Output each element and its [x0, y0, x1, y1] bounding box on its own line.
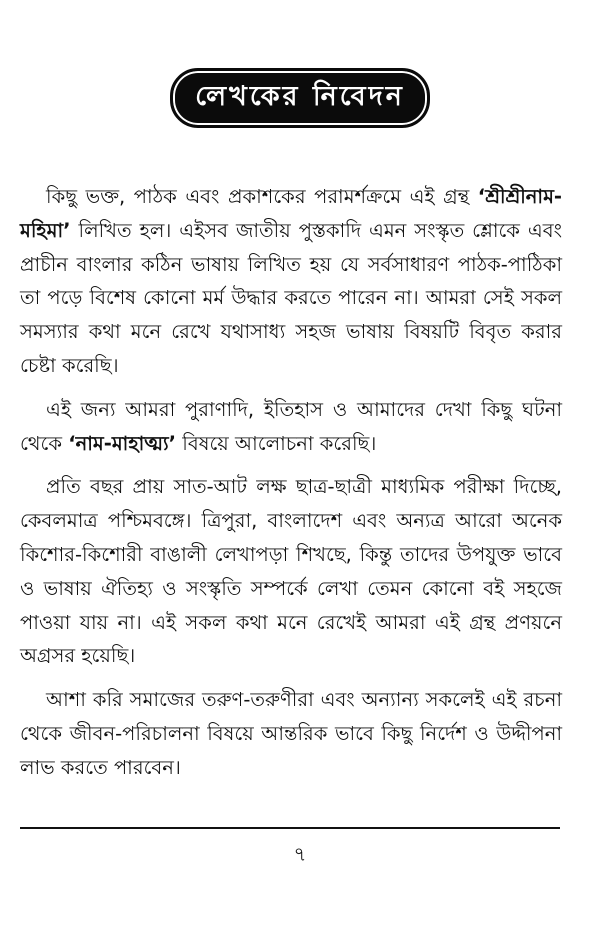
paragraph-1-text-a: কিছু ভক্ত, পাঠক এবং প্রকাশকের পরামর্শক্রমে এই গ্রন্থ [46, 185, 478, 208]
paragraph-3: প্রতি বছর প্রায় সাত-আট লক্ষ ছাত্র-ছাত্রী মাধ্যমিক পরীক্ষা দিচ্ছে, কেবলমাত্র পশ্চিমবঙ্গে। ত্রিপুরা, বাংলাদেশ এবং অন্যত্র আরো অনেক কিশোর-কিশোরী বাঙালী লেখাপড়া শিখছে, কিন্তু তাদের উপযুক্ত ভাবে ও ভাষায় ঐতিহ্য ও সংস্কৃতি সম্পর্কে লেখা তেমন কোনো বই সহজে পাওয়া যায় না। এই সকল কথা মনে রেখেই আমরা এই গ্রন্থ প্রণয়নে অগ্রসর হয়েছি। [20, 475, 562, 668]
paragraph-1 [20, 180, 562, 383]
paragraph-4: আশা করি সমাজের তরুণ-তরুণীরা এবং অন্যান্য সকলেই এই রচনা থেকে জীবন-পরিচালনা বিষয়ে আন্তরিক ভাবে কিছু নির্দেশ ও উদ্দীপনা লাভ করতে পারবেন। [20, 688, 562, 779]
preface-body [20, 180, 562, 785]
page-title: লেখকের নিবেদন [170, 68, 430, 128]
title-container [0, 68, 600, 128]
paragraph-2-text-a: এই জন্য আমরা পুরাণাদি, ইতিহাস ও আমাদের দেখা কিছু ঘটনা থেকে [20, 397, 562, 455]
paragraph-2 [20, 393, 562, 461]
paragraph-1-text-b: লিখিত হল। এইসব জাতীয় পুস্তকাদি এমন সংস্কৃত শ্লোকে এবং প্রাচীন বাংলার কঠিন ভাষায় লিখিত হয় যে সর্বসাধারণ পাঠক-পাঠিকা তা পড়ে বিশেষ কোনো মর্ম উদ্ধার করতে পারেন না। আমরা সেই সকল সমস্যার কথা মনে রেখে যথাসাধ্য সহজ ভাষায় বিষয়টি বিবৃত করার চেষ্টা করেছি। [20, 218, 562, 377]
book-title-emphasis: ‘শ্রীশ্রীনাম-মহিমা’ [20, 185, 562, 242]
page-number: ৭ [293, 842, 307, 866]
footer-divider [20, 827, 560, 829]
subject-emphasis: ‘নাম-মাহাত্ম্য’ [68, 431, 177, 455]
paragraph-2-text-b: বিষয়ে আলোচনা করেছি। [176, 431, 377, 455]
